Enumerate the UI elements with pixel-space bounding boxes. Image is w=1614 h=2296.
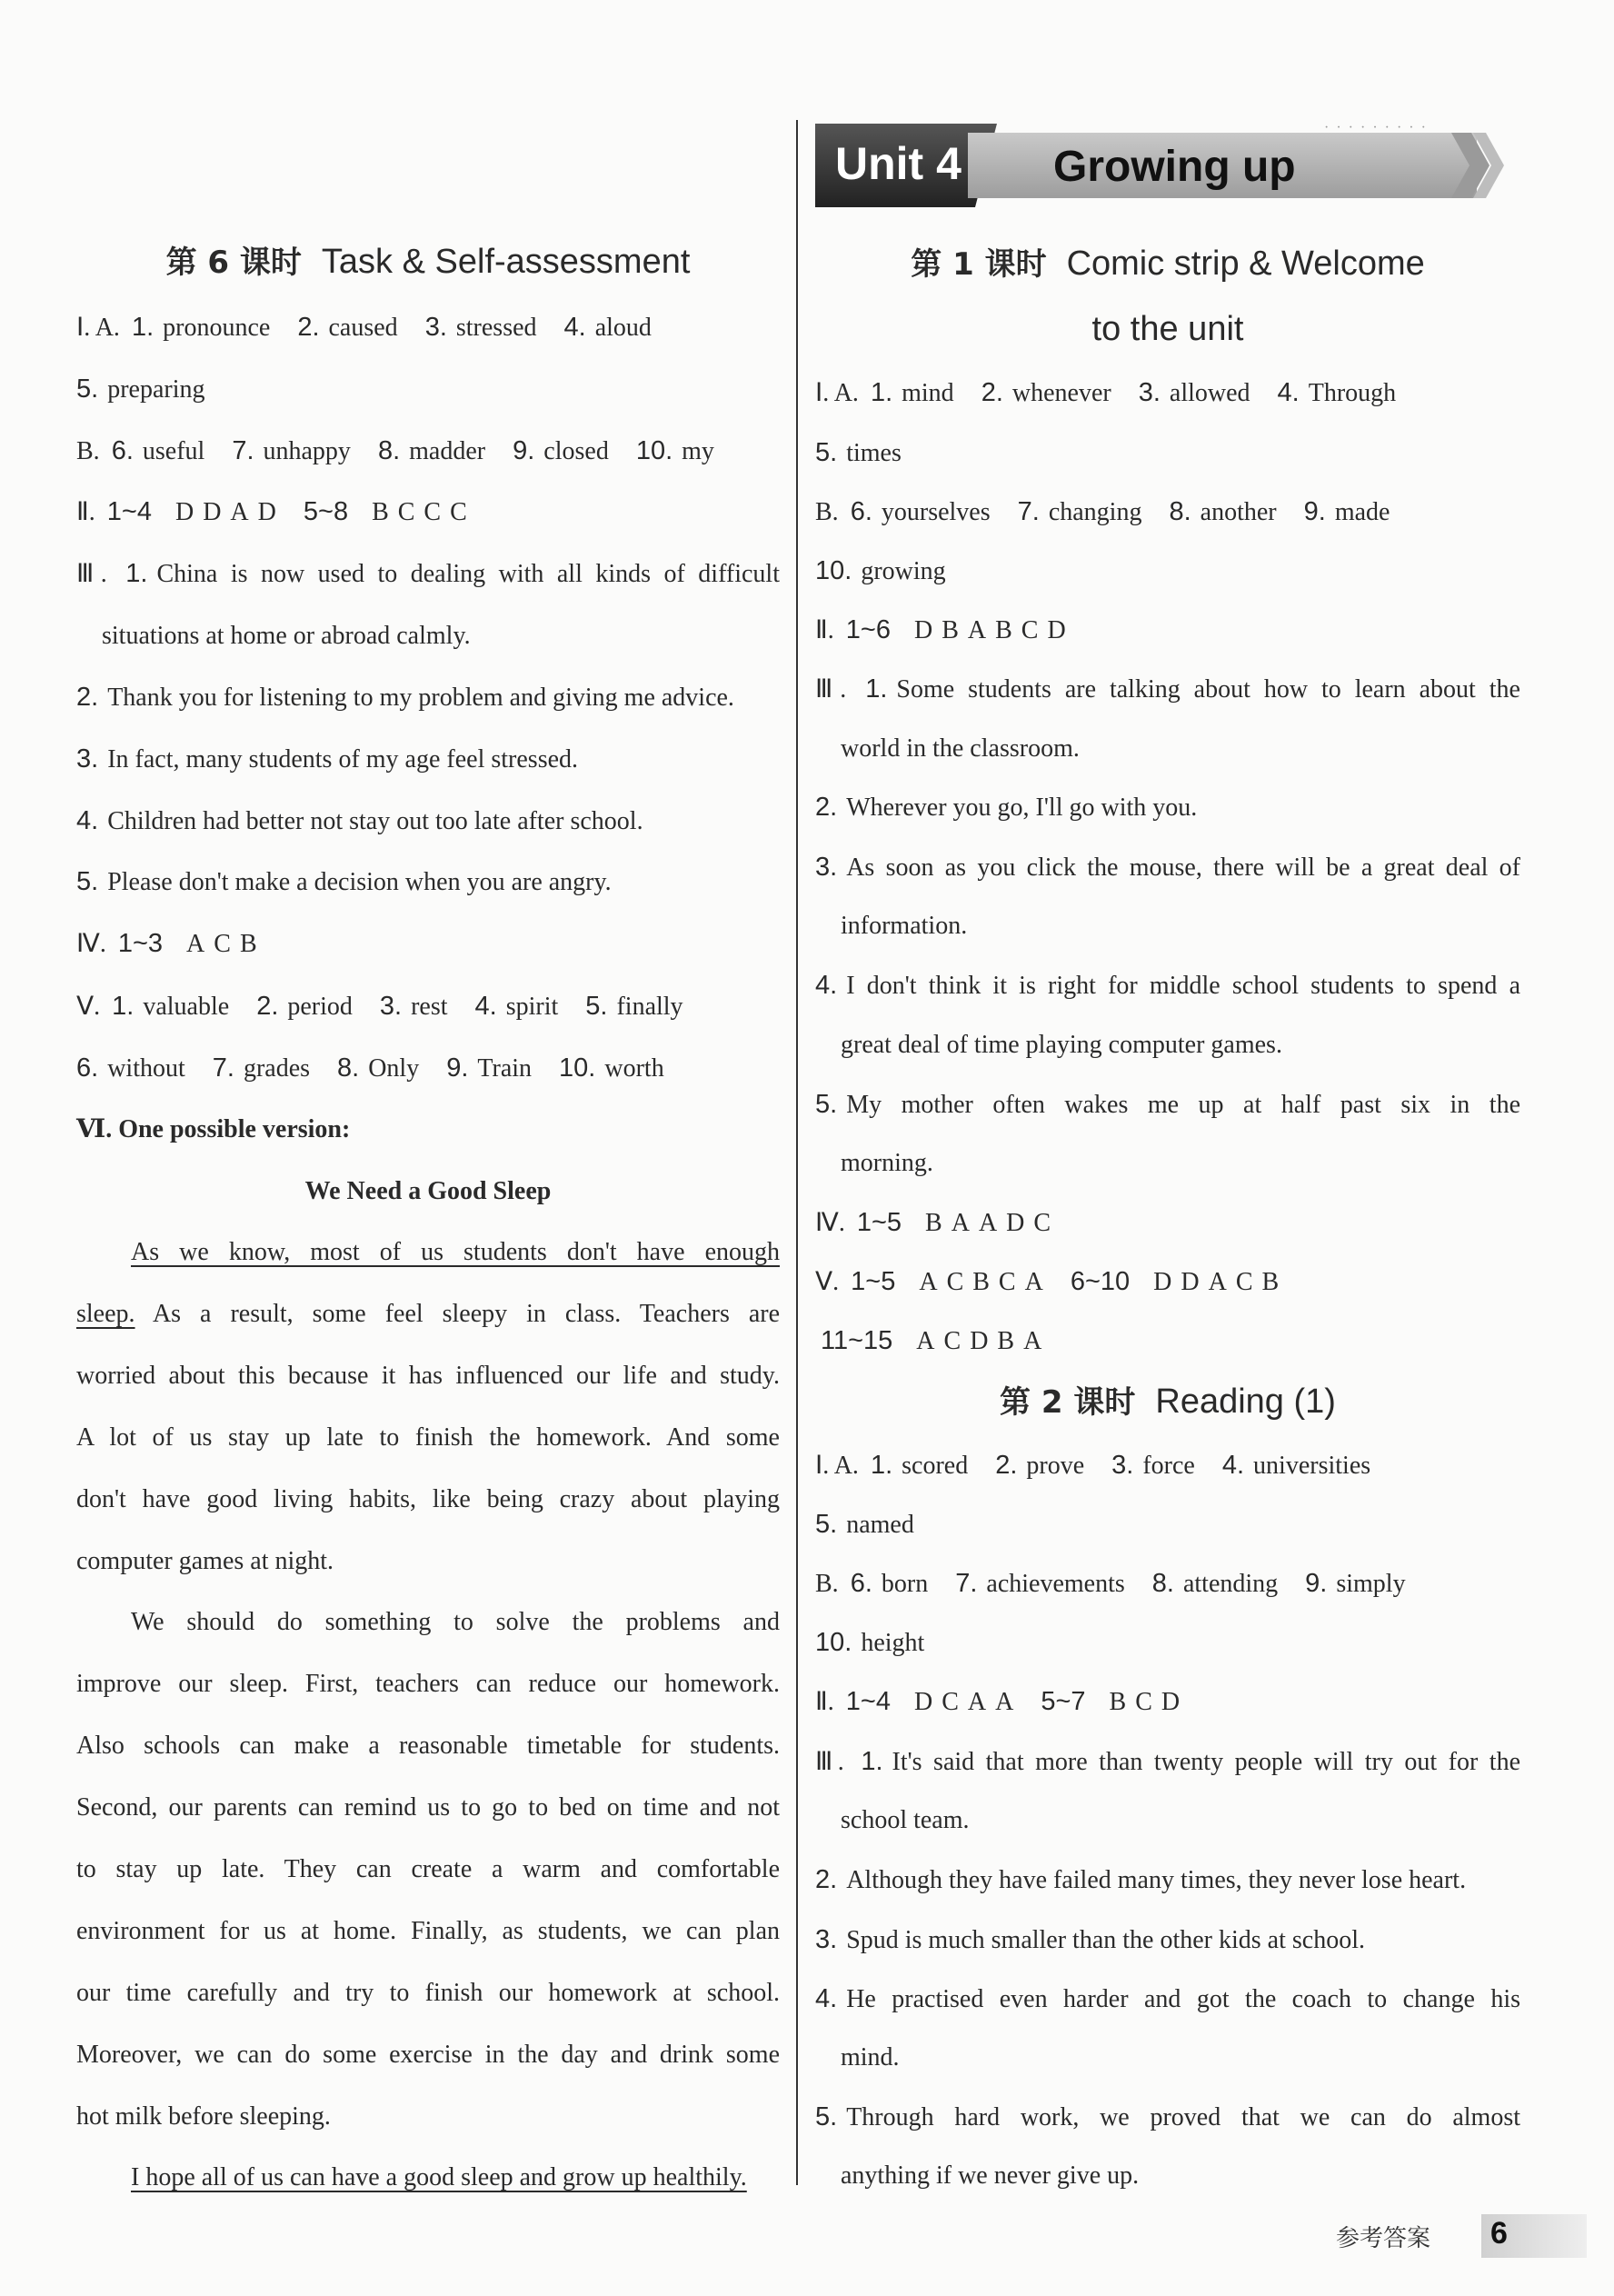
- item-number: 8.: [1151, 1569, 1174, 1598]
- item-number: 1.: [112, 992, 134, 1021]
- answer-sequence: ACBCA: [919, 1268, 1052, 1296]
- section-number: 第 2 课时: [1000, 1384, 1136, 1421]
- answer-item: [585, 993, 682, 1021]
- item-number: 5.: [815, 1090, 838, 1119]
- item-number: 6.: [850, 497, 872, 526]
- essay-text: don't have good living habits, like being crazy about playing: [76, 1485, 780, 1513]
- item-answer: growing: [861, 557, 946, 585]
- item-number: 4.: [76, 806, 99, 835]
- item-number: 5.: [815, 438, 838, 467]
- sentence-text: situations at home or abroad calmly.: [102, 622, 471, 650]
- answer-item: [112, 437, 205, 465]
- essay-text: environment for us at home. Finally, as students, we can plan: [76, 1917, 780, 1945]
- essay-line: [76, 1852, 780, 1888]
- item-number: 9.: [513, 436, 535, 465]
- answer-line: [76, 371, 780, 407]
- item-answer: yourselves: [881, 498, 991, 526]
- essay-line: [76, 2099, 780, 2135]
- answer-item: [559, 1054, 664, 1083]
- answer-range: 6~10: [1070, 1267, 1131, 1296]
- item-answer: grades: [243, 1054, 311, 1083]
- sentence-text: Spud is much smaller than the other kids at school.: [846, 1926, 1365, 1954]
- essay-line: [76, 1728, 780, 1764]
- item-number: 5.: [815, 1510, 838, 1539]
- item-number: 3.: [379, 992, 403, 1021]
- item-answer: attending: [1182, 1570, 1279, 1598]
- item-number: 4.: [1221, 1451, 1245, 1480]
- sentence-text: Wherever you go, I'll go with you.: [846, 794, 1198, 822]
- question-label: Ⅰ. A.: [815, 1452, 865, 1480]
- section-number: 第 6 课时: [165, 245, 302, 281]
- sentence-line: [815, 967, 1520, 1003]
- essay-line: [76, 2037, 780, 2073]
- item-answer: named: [846, 1511, 914, 1539]
- essay-text: hot milk before sleeping.: [76, 2102, 331, 2131]
- essay-line: [131, 1234, 780, 1271]
- sentence-text: My mother often wakes me up at half past six in the: [846, 1091, 1520, 1119]
- item-number: 10.: [815, 556, 852, 585]
- question-label: Ⅱ.: [815, 1688, 841, 1716]
- answer-item: [636, 437, 714, 465]
- answer-item: [1152, 1570, 1278, 1598]
- item-number: 7.: [212, 1053, 234, 1083]
- answer-line: [815, 1683, 1520, 1720]
- answer-item: [871, 1452, 968, 1480]
- item-answer: madder: [409, 437, 486, 465]
- answer-item: [76, 375, 204, 404]
- item-answer: rest: [411, 993, 448, 1021]
- sentence-text: Please don't make a decision when you are angry.: [107, 868, 612, 896]
- answer-line: [815, 1204, 1520, 1241]
- question-label: Ⅲ.: [76, 560, 121, 588]
- answer-item: [1222, 1452, 1370, 1480]
- unit-label: Unit 4: [835, 138, 961, 189]
- essay-line: [76, 1358, 780, 1394]
- essay-text: sleep.: [76, 1300, 135, 1328]
- item-number: 2.: [995, 1451, 1018, 1480]
- item-number: 6.: [850, 1569, 872, 1598]
- item-number: 8.: [337, 1053, 360, 1083]
- answer-item: [446, 1054, 532, 1083]
- answer-range: 1~6: [845, 615, 891, 644]
- answer-item: [380, 993, 448, 1021]
- answer-item: [232, 437, 351, 465]
- sentence-text: world in the classroom.: [841, 734, 1080, 763]
- item-answer: valuable: [143, 993, 230, 1021]
- unit-title: Growing up: [1053, 143, 1296, 191]
- answer-item: [851, 498, 991, 526]
- item-number: 1.: [870, 1451, 893, 1480]
- item-answer: allowed: [1169, 379, 1250, 407]
- sentence-line: [102, 618, 780, 654]
- item-answer: Train: [477, 1054, 533, 1083]
- answer-line: [815, 1565, 1520, 1602]
- item-number: 2.: [256, 992, 279, 1021]
- item-number: 5.: [585, 992, 608, 1021]
- answer-line: [815, 1323, 1520, 1359]
- item-number: 4.: [815, 1984, 838, 2013]
- answer-item: [1111, 1452, 1195, 1480]
- item-number: 4.: [815, 971, 838, 1000]
- sentence-line: [815, 2099, 1520, 2135]
- item-answer: scored: [902, 1452, 969, 1480]
- sentence-text: school team.: [841, 1806, 970, 1834]
- answer-line: [76, 309, 780, 345]
- sentence-line: [841, 908, 1520, 944]
- item-number: 7.: [955, 1569, 978, 1598]
- item-answer: my: [682, 437, 714, 465]
- item-number: 8.: [1169, 497, 1191, 526]
- sentence-text: As soon as you click the mouse, there will be a great deal of: [846, 854, 1520, 882]
- item-number: 2.: [297, 313, 320, 342]
- question-label: Ⅳ.: [76, 930, 113, 958]
- essay-text: We should do something to solve the problems and: [131, 1608, 780, 1636]
- answer-item: [256, 993, 353, 1021]
- sentence-text: mind.: [841, 2043, 900, 2071]
- answer-range: 5~7: [1041, 1687, 1086, 1716]
- item-answer: pronounce: [163, 314, 271, 342]
- item-answer: Only: [368, 1054, 420, 1083]
- answer-sequence: DDACB: [1153, 1268, 1289, 1296]
- essay-line: [76, 1790, 780, 1826]
- answer-line: [76, 180, 780, 216]
- item-answer: finally: [616, 993, 683, 1021]
- sentence-line: [815, 789, 1520, 825]
- essay-line: [131, 1604, 780, 1641]
- section-heading-cont: [815, 305, 1520, 353]
- essay-line: [76, 1913, 780, 1950]
- essay-line: [76, 1543, 780, 1580]
- answer-line: [76, 1050, 780, 1086]
- answer-item: [297, 314, 397, 342]
- essay-text: I hope all of us can have a good sleep and grow up healthily.: [131, 2163, 747, 2191]
- answer-line: [815, 494, 1520, 530]
- essay-line: [76, 1666, 780, 1702]
- essay-line: [76, 1482, 780, 1518]
- item-number: 5.: [76, 867, 99, 896]
- sentence-text: Children had better not stay out too late after school.: [107, 807, 643, 835]
- answer-line: [815, 553, 1520, 589]
- essay-title-text: We Need a Good Sleep: [304, 1177, 552, 1205]
- item-answer: closed: [543, 437, 609, 465]
- answer-item: [1305, 1570, 1405, 1598]
- sentence-line: [841, 1145, 1520, 1182]
- section-heading: [815, 1378, 1520, 1426]
- sentence-line: [815, 1086, 1520, 1123]
- item-number: 2.: [815, 793, 838, 822]
- answer-line: [76, 1112, 780, 1148]
- item-number: 1.: [125, 559, 148, 588]
- question-label: B.: [815, 498, 845, 526]
- item-answer: Through: [1308, 379, 1397, 407]
- footer-label: 参考答案: [1336, 2225, 1431, 2252]
- answer-line: [815, 1447, 1520, 1483]
- item-number: 10.: [635, 436, 673, 465]
- item-number: 3.: [424, 313, 447, 342]
- page-footer: [1336, 2209, 1587, 2263]
- item-answer: achievements: [986, 1570, 1125, 1598]
- item-number: 7.: [232, 436, 254, 465]
- answer-line: [76, 118, 780, 155]
- essay-text: A lot of us stay up late to finish the homework. And some: [76, 1423, 780, 1452]
- answer-item: [815, 1629, 924, 1657]
- essay-text: As a result, some feel sleepy in class. Teachers are: [134, 1300, 780, 1328]
- item-number: 4.: [563, 313, 586, 342]
- answer-item: [378, 437, 485, 465]
- answer-item: [1018, 498, 1142, 526]
- item-number: 1.: [865, 674, 888, 704]
- page-number: 6: [1490, 2216, 1508, 2251]
- essay-text: our time carefully and try to finish our homework at school.: [76, 1979, 780, 2007]
- unit-banner: [815, 120, 1513, 211]
- essay-text: computer games at night.: [76, 1547, 334, 1575]
- item-answer: mind: [902, 379, 954, 407]
- sentence-text: great deal of time playing computer games.: [841, 1031, 1282, 1059]
- answer-item: [475, 993, 559, 1021]
- item-answer: times: [846, 439, 902, 467]
- banner-dots-icon: · · · · · · · · ·: [1324, 120, 1428, 135]
- answer-item: [815, 439, 902, 467]
- answer-item: [1139, 379, 1250, 407]
- item-number: 2.: [76, 683, 99, 712]
- column-divider: [796, 120, 798, 2185]
- item-answer: prove: [1026, 1452, 1085, 1480]
- question-label: Ⅲ.: [815, 675, 861, 704]
- sentence-line: [815, 1981, 1520, 2017]
- sentence-text: I don't think it is right for middle school students to spend a: [846, 972, 1520, 1000]
- sentence-text: In fact, many students of my age feel stressed.: [107, 745, 579, 774]
- item-answer: unhappy: [263, 437, 351, 465]
- essay-text: Second, our parents can remind us to go to bed on time and not: [76, 1793, 780, 1822]
- item-number: 1.: [870, 378, 893, 407]
- answer-item: [1278, 379, 1397, 407]
- essay-text: improve our sleep. First, teachers can reduce our homework.: [76, 1670, 780, 1698]
- question-label: Ⅱ.: [76, 498, 102, 526]
- answer-line: [815, 612, 1520, 648]
- item-number: 6.: [111, 436, 134, 465]
- sentence-text: China is now used to dealing with all kinds of difficult: [156, 560, 780, 588]
- section-title: to the unit: [1091, 310, 1244, 348]
- sentence-line: [76, 679, 780, 715]
- answer-sequence: DCAA: [913, 1688, 1023, 1716]
- sentence-line: [841, 1027, 1520, 1063]
- answer-line: [815, 1263, 1520, 1300]
- answer-sequence: BAADC: [925, 1209, 1061, 1237]
- item-number: 3.: [815, 1925, 838, 1954]
- item-number: 4.: [474, 992, 497, 1021]
- question-label: Ⅵ. One possible version:: [76, 1115, 351, 1143]
- item-answer: simply: [1336, 1570, 1406, 1598]
- answer-sequence: BCD: [1109, 1688, 1190, 1716]
- essay-text: Also schools can make a reasonable timetable for students.: [76, 1732, 780, 1760]
- sentence-text: He practised even harder and got the coach to change his: [846, 1985, 1520, 2013]
- answer-item: [132, 314, 270, 342]
- section-title: Reading (1): [1155, 1383, 1336, 1421]
- item-answer: made: [1334, 498, 1390, 526]
- item-answer: force: [1142, 1452, 1195, 1480]
- essay-line: [76, 1296, 780, 1333]
- answer-item: [213, 1054, 310, 1083]
- section-heading: [815, 240, 1520, 288]
- answer-line: [76, 925, 780, 962]
- item-number: 9.: [1305, 1569, 1328, 1598]
- sentence-text: Through hard work, we proved that we can do almost: [846, 2103, 1520, 2131]
- item-number: 9.: [446, 1053, 469, 1083]
- item-answer: without: [107, 1054, 185, 1083]
- item-number: 7.: [1017, 497, 1040, 526]
- answer-item: [76, 1054, 185, 1083]
- essay-title: [76, 1173, 780, 1210]
- answer-item: [815, 1511, 914, 1539]
- answer-range: 1~3: [117, 929, 164, 958]
- essay-text: As we know, most of us students don't have enough: [131, 1238, 780, 1266]
- essay-text: to stay up late. They can create a warm and comfortable: [76, 1855, 780, 1883]
- answer-range: 1~4: [106, 497, 152, 526]
- answer-line: [76, 433, 780, 469]
- question-label: Ⅳ.: [815, 1209, 852, 1237]
- essay-text: Moreover, we can do some exercise in the day and drink some: [76, 2041, 780, 2069]
- question-label: B.: [815, 1570, 845, 1598]
- question-label: Ⅰ. A.: [815, 379, 865, 407]
- item-number: 6.: [76, 1053, 99, 1083]
- section-title: Comic strip & Welcome: [1066, 245, 1425, 283]
- section-number: 第 1 课时: [911, 246, 1047, 283]
- answer-sequence: DBABCD: [913, 616, 1075, 644]
- item-number: 5.: [815, 2102, 838, 2131]
- sentence-text: Thank you for listening to my problem and giving me advice.: [107, 684, 734, 712]
- section-heading: [76, 238, 780, 286]
- item-number: 10.: [559, 1053, 596, 1083]
- sentence-line: [76, 803, 780, 839]
- sentence-line: [841, 731, 1520, 767]
- answer-sequence: ACDBA: [916, 1327, 1051, 1355]
- answer-sequence: ACB: [186, 930, 266, 958]
- essay-line: [76, 1975, 780, 2011]
- question-label: B.: [76, 437, 106, 465]
- answer-item: [1304, 498, 1390, 526]
- item-number: 2.: [981, 378, 1003, 407]
- sentence-text: It's said that more than twenty people will try out for the: [892, 1748, 1520, 1776]
- item-answer: another: [1200, 498, 1277, 526]
- sentence-line: [815, 1743, 1520, 1780]
- essay-line: [131, 2160, 780, 2196]
- sentence-text: morning.: [841, 1149, 933, 1177]
- sentence-text: information.: [841, 912, 968, 940]
- answer-item: [955, 1570, 1125, 1598]
- item-number: 1.: [131, 313, 154, 342]
- item-answer: whenever: [1011, 379, 1111, 407]
- item-number: 5.: [76, 374, 99, 404]
- item-number: 10.: [815, 1628, 852, 1657]
- item-answer: aloud: [594, 314, 652, 342]
- item-answer: changing: [1048, 498, 1142, 526]
- section-title: Task & Self-assessment: [321, 243, 691, 281]
- item-number: 1.: [861, 1747, 883, 1776]
- essay-text: worried about this because it has influenced our life and study.: [76, 1362, 780, 1390]
- sentence-line: [841, 1802, 1520, 1839]
- sentence-line: [76, 555, 780, 592]
- item-answer: height: [861, 1629, 925, 1657]
- item-number: 3.: [1111, 1451, 1134, 1480]
- answer-range: 1~5: [851, 1267, 896, 1296]
- item-number: 9.: [1303, 497, 1326, 526]
- item-answer: useful: [142, 437, 205, 465]
- item-number: 2.: [815, 1865, 838, 1894]
- sentence-line: [815, 671, 1520, 707]
- answer-item: [981, 379, 1111, 407]
- answer-item: [995, 1452, 1084, 1480]
- essay-line: [76, 1420, 780, 1456]
- sentence-line: [815, 1922, 1520, 1958]
- question-label: Ⅲ.: [815, 1748, 856, 1776]
- sentence-line: [76, 741, 780, 777]
- sentence-line: [815, 1862, 1520, 1898]
- answer-line: [815, 1624, 1520, 1661]
- answer-item: [513, 437, 609, 465]
- answer-item: [564, 314, 652, 342]
- item-number: 8.: [377, 436, 401, 465]
- item-answer: universities: [1253, 1452, 1371, 1480]
- answer-line: [815, 1506, 1520, 1542]
- answer-range: 1~5: [856, 1208, 902, 1237]
- item-number: 4.: [1277, 378, 1300, 407]
- answer-sequence: DDAD: [174, 498, 285, 526]
- answer-line: [76, 494, 780, 530]
- sentence-line: [841, 2158, 1520, 2194]
- question-label: Ⅱ.: [815, 616, 841, 644]
- question-label: Ⅰ. A.: [76, 314, 126, 342]
- item-answer: spirit: [505, 993, 559, 1021]
- sentence-line: [815, 849, 1520, 885]
- answer-line: [815, 374, 1520, 411]
- item-answer: period: [287, 993, 353, 1021]
- question-label: Ⅴ.: [815, 1268, 846, 1296]
- answer-range: 5~8: [303, 497, 349, 526]
- answer-item: [815, 557, 946, 585]
- item-number: 3.: [1138, 378, 1161, 407]
- item-answer: preparing: [107, 375, 205, 404]
- item-number: 3.: [815, 853, 838, 882]
- answer-item: [112, 993, 229, 1021]
- question-label: Ⅴ.: [76, 993, 107, 1021]
- sentence-text: anything if we never give up.: [841, 2161, 1140, 2190]
- item-answer: born: [881, 1570, 929, 1598]
- answer-range: 1~4: [845, 1687, 891, 1716]
- sentence-text: Although they have failed many times, they never lose heart.: [846, 1866, 1467, 1894]
- answer-range: 11~15: [821, 1326, 893, 1355]
- sentence-line: [76, 863, 780, 900]
- answer-sequence: BCCC: [372, 498, 476, 526]
- item-answer: stressed: [455, 314, 537, 342]
- answer-item: [871, 379, 954, 407]
- item-answer: worth: [604, 1054, 664, 1083]
- answer-item: [851, 1570, 929, 1598]
- answer-item: [1169, 498, 1276, 526]
- answer-line: [76, 988, 780, 1024]
- chevron-right-icon: [1451, 133, 1506, 198]
- answer-item: [425, 314, 537, 342]
- answer-line: [815, 434, 1520, 471]
- answer-item: [337, 1054, 419, 1083]
- sentence-line: [841, 2040, 1520, 2076]
- item-number: 3.: [76, 744, 99, 774]
- item-answer: caused: [328, 314, 398, 342]
- sentence-text: Some students are talking about how to learn about the: [896, 675, 1520, 704]
